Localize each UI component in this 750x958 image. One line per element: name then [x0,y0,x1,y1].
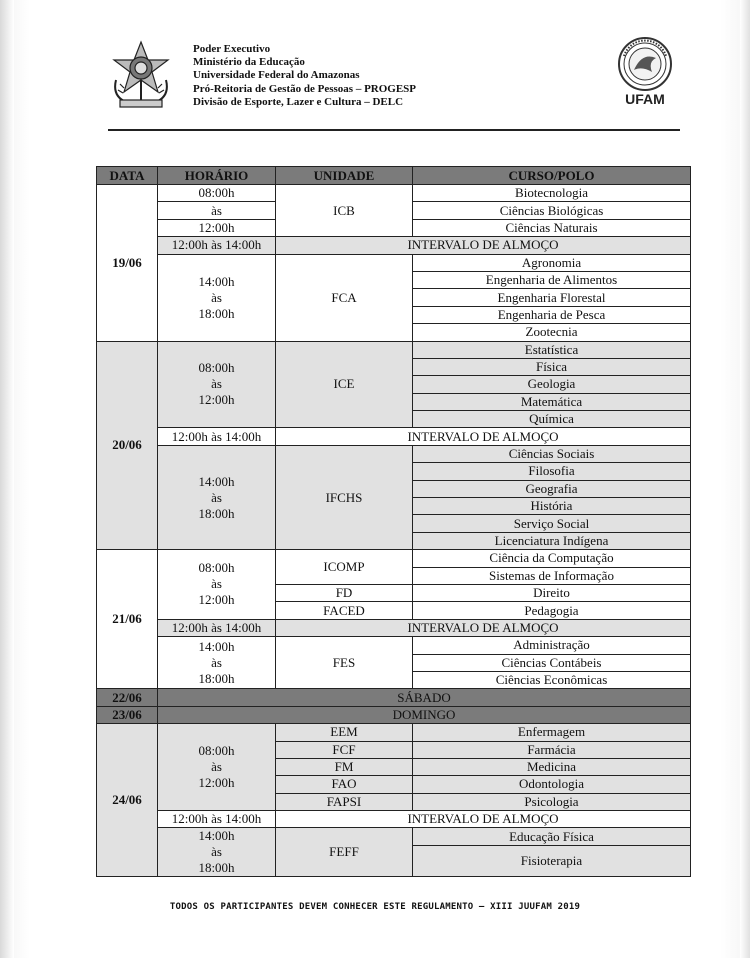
course-cell: Fisioterapia [413,845,691,877]
header-line: Poder Executivo [193,43,271,55]
footer-notice: TODOS OS PARTICIPANTES DEVEM CONHECER ESTE REGULAMENTO – XIII JUUFAM 2019 [169,902,581,912]
course-cell: Geografia [413,480,691,497]
unit-cell: FEFF [276,828,413,877]
time-sep: às [211,376,222,392]
course-cell: Ciências Sociais [413,445,691,462]
time-sep: às [211,489,222,505]
unit-cell: FES [276,637,413,689]
course-cell: Serviço Social [413,515,691,532]
time-end: 12:00h [198,775,235,791]
course-cell: Ciências Contábeis [413,654,691,671]
time-end: 12:00h [198,592,235,608]
course-cell: Filosofia [413,463,691,480]
header-horario: HORÁRIO [158,167,276,185]
time-end: 18:00h [198,305,235,321]
time-sep: às [211,844,222,860]
time-sep: às [211,654,222,670]
lunch-time-cell: 12:00h às 14:00h [158,237,276,254]
weekend-label-cell: SÁBADO [158,689,691,706]
course-cell: Ciências Econômicas [413,671,691,688]
course-cell: Geologia [413,376,691,393]
time-end: 18:00h [198,860,235,876]
weekend-label-cell: DOMINGO [158,706,691,723]
time-range-cell [158,445,276,549]
time-start: 14:00h [198,638,235,654]
unit-cell: ICE [276,341,413,428]
course-cell: Física [413,358,691,375]
ufam-logo-text: UFAM [625,91,665,107]
lunch-row [97,428,691,445]
time-cell: 12:00h [158,219,276,236]
time-range-cell [158,341,276,428]
course-cell: Sistemas de Informação [413,567,691,584]
table-row [97,828,691,845]
time-end: 18:00h [198,505,235,521]
course-cell: Direito [413,584,691,601]
table-row [97,724,691,741]
header-curso-polo: CURSO/POLO [413,167,691,185]
time-range-cell [158,254,276,341]
header-divider [108,129,680,131]
time-start: 08:00h [198,743,235,759]
course-cell: Química [413,411,691,428]
header-institution [193,43,416,109]
course-cell: Farmácia [413,741,691,758]
unit-cell: ICB [276,185,413,237]
time-sep: às [211,576,222,592]
time-start: 14:00h [198,473,235,489]
page-edge-shadow [0,0,14,958]
time-start: 14:00h [198,273,235,289]
time-cell: às [158,202,276,219]
course-cell: Biotecnologia [413,185,691,202]
lunch-label-cell: INTERVALO DE ALMOÇO [276,237,691,254]
course-cell: Zootecnia [413,324,691,341]
weekend-row [97,706,691,723]
lunch-time-cell: 12:00h às 14:00h [158,428,276,445]
course-cell: Educação Física [413,828,691,845]
date-cell: 24/06 [97,724,158,877]
header-line: Universidade Federal do Amazonas [193,69,360,82]
course-cell: Engenharia de Pesca [413,306,691,323]
time-range-cell [158,550,276,620]
time-range-cell [158,637,276,689]
course-cell: Ciências Naturais [413,219,691,236]
table-row [97,341,691,358]
course-cell: Odontologia [413,776,691,793]
time-start: 08:00h [198,360,235,376]
unit-cell: FM [276,758,413,775]
header-line: Ministério da Educação [193,56,305,69]
time-end: 18:00h [198,670,235,686]
course-cell: Enfermagem [413,724,691,741]
course-cell: Pedagogia [413,602,691,619]
course-cell: Matemática [413,393,691,410]
course-cell: Administração [413,637,691,654]
date-cell: 23/06 [97,706,158,723]
course-cell: Engenharia de Alimentos [413,271,691,288]
course-cell: Licenciatura Indígena [413,532,691,549]
course-cell: Agronomia [413,254,691,271]
table-row [97,254,691,271]
course-cell: Ciência da Computação [413,550,691,567]
time-start: 14:00h [198,828,235,844]
unit-cell: IFCHS [276,445,413,549]
time-sep: às [211,759,222,775]
lunch-row [97,237,691,254]
table-row [97,637,691,654]
header-data: DATA [97,167,158,185]
table-row [97,445,691,462]
table-row [97,550,691,567]
date-cell: 19/06 [97,185,158,342]
brazil-coat-of-arms-icon [108,40,174,112]
header-line: Pró-Reitoria de Gestão de Pessoas – PROGESP [193,82,417,95]
time-end: 12:00h [198,392,235,408]
course-cell: Psicologia [413,793,691,810]
course-cell: Medicina [413,758,691,775]
unit-cell: FACED [276,602,413,619]
lunch-time-cell: 12:00h às 14:00h [158,811,276,828]
course-cell: Estatística [413,341,691,358]
time-range-cell [158,724,276,811]
schedule-table [96,166,691,877]
course-cell: História [413,498,691,515]
date-cell: 21/06 [97,550,158,689]
weekend-row [97,689,691,706]
time-cell: 08:00h [158,185,276,202]
header-line: Divisão de Esporte, Lazer e Cultura – DELC [193,95,404,108]
time-sep: às [211,289,222,305]
header-unidade: UNIDADE [276,167,413,185]
lunch-row [97,811,691,828]
unit-cell: FAPSI [276,793,413,810]
course-cell: Ciências Biológicas [413,202,691,219]
unit-cell: FD [276,584,413,601]
table-row [97,185,691,202]
course-cell: Engenharia Florestal [413,289,691,306]
time-start: 08:00h [198,560,235,576]
unit-cell: FCA [276,254,413,341]
date-cell: 22/06 [97,689,158,706]
table-header-row [97,167,691,185]
lunch-label-cell: INTERVALO DE ALMOÇO [276,811,691,828]
unit-cell: ICOMP [276,550,413,585]
unit-cell: FAO [276,776,413,793]
lunch-row [97,619,691,636]
unit-cell: EEM [276,724,413,741]
page-edge-shadow-right [740,0,750,958]
lunch-label-cell: INTERVALO DE ALMOÇO [276,428,691,445]
time-range-cell [158,828,276,877]
lunch-label-cell: INTERVALO DE ALMOÇO [276,619,691,636]
unit-cell: FCF [276,741,413,758]
lunch-time-cell: 12:00h às 14:00h [158,619,276,636]
date-cell: 20/06 [97,341,158,550]
